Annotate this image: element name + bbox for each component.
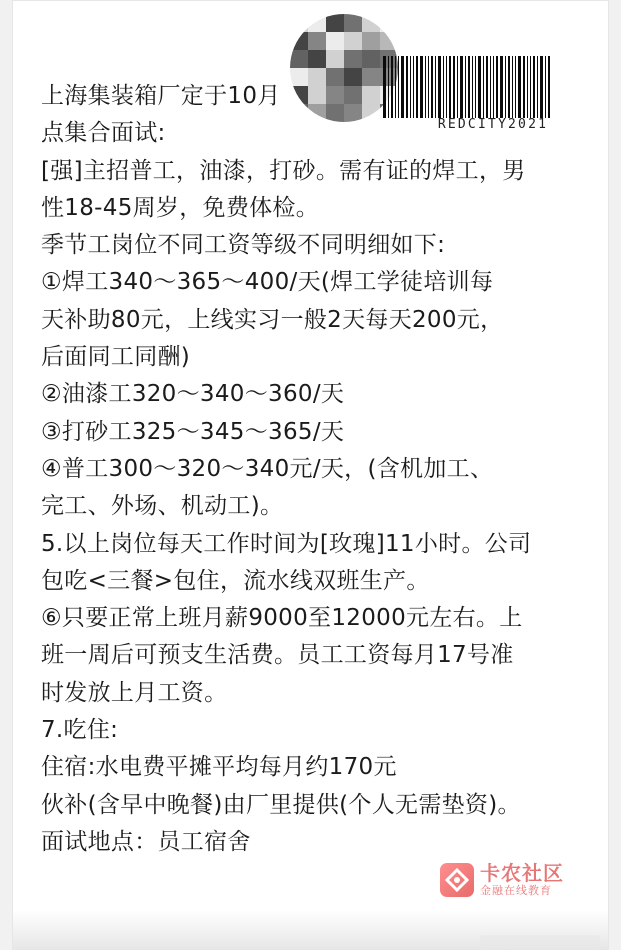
post-line: 住宿:水电费平摊平均每月约170元 <box>41 754 397 781</box>
post-line: 面试地点：员工宿舍 <box>41 828 251 855</box>
watermark <box>440 858 580 902</box>
post-line: ③打砂工325～345～365/天 <box>41 418 345 445</box>
post-line: ⑥只要正常上班月薪9000至12000元左右。上 <box>41 605 523 632</box>
post-line: 后面同工同酬) <box>41 344 191 371</box>
post-line: 5.以上岗位每天工作时间为[玫瑰]11小时。公司 <box>41 530 532 557</box>
post-line: 点集合面试: <box>41 120 166 147</box>
post-line: 包吃<三餐>包住，流水线双班生产。 <box>41 567 430 594</box>
post-line: ②油漆工320～340～360/天 <box>41 381 345 408</box>
post-line: 天补助80元，上线实习一般2天每天200元， <box>41 306 504 333</box>
post-line: 班一周后可预支生活费。员工工资每月17号准 <box>41 642 514 669</box>
post-line: 性18-45周岁，免费体检。 <box>41 194 320 221</box>
post-line: 时发放上月工资。 <box>41 679 228 706</box>
post-line: ①焊工340～365～400/天(焊工学徒培训每 <box>41 269 494 296</box>
post-line: 季节工岗位不同工资等级不同明细如下: <box>41 232 446 259</box>
post-line: 完工、外场、机动工)。 <box>41 493 284 520</box>
post-line: 上海集装箱厂定于10月 <box>41 83 281 109</box>
watermark-name: 卡农社区 <box>480 861 564 885</box>
barcode-label: REDCITY2021 <box>437 117 549 132</box>
footer-blurred-text <box>480 935 600 949</box>
post-line: 伙补(含早中晚餐)由厂里提供(个人无需垫资)。 <box>41 791 521 818</box>
post-line: 7.吃住: <box>41 717 119 744</box>
post-line: [强]主招普工，油漆，打砂。需有证的焊工，男 <box>41 157 526 184</box>
post-line: ④普工300～320～340元/天，(含机加工、 <box>41 455 494 482</box>
post-text <box>41 78 601 861</box>
watermark-slogan: 金融在线教育 <box>480 884 552 897</box>
kanong-logo-icon <box>440 863 474 897</box>
